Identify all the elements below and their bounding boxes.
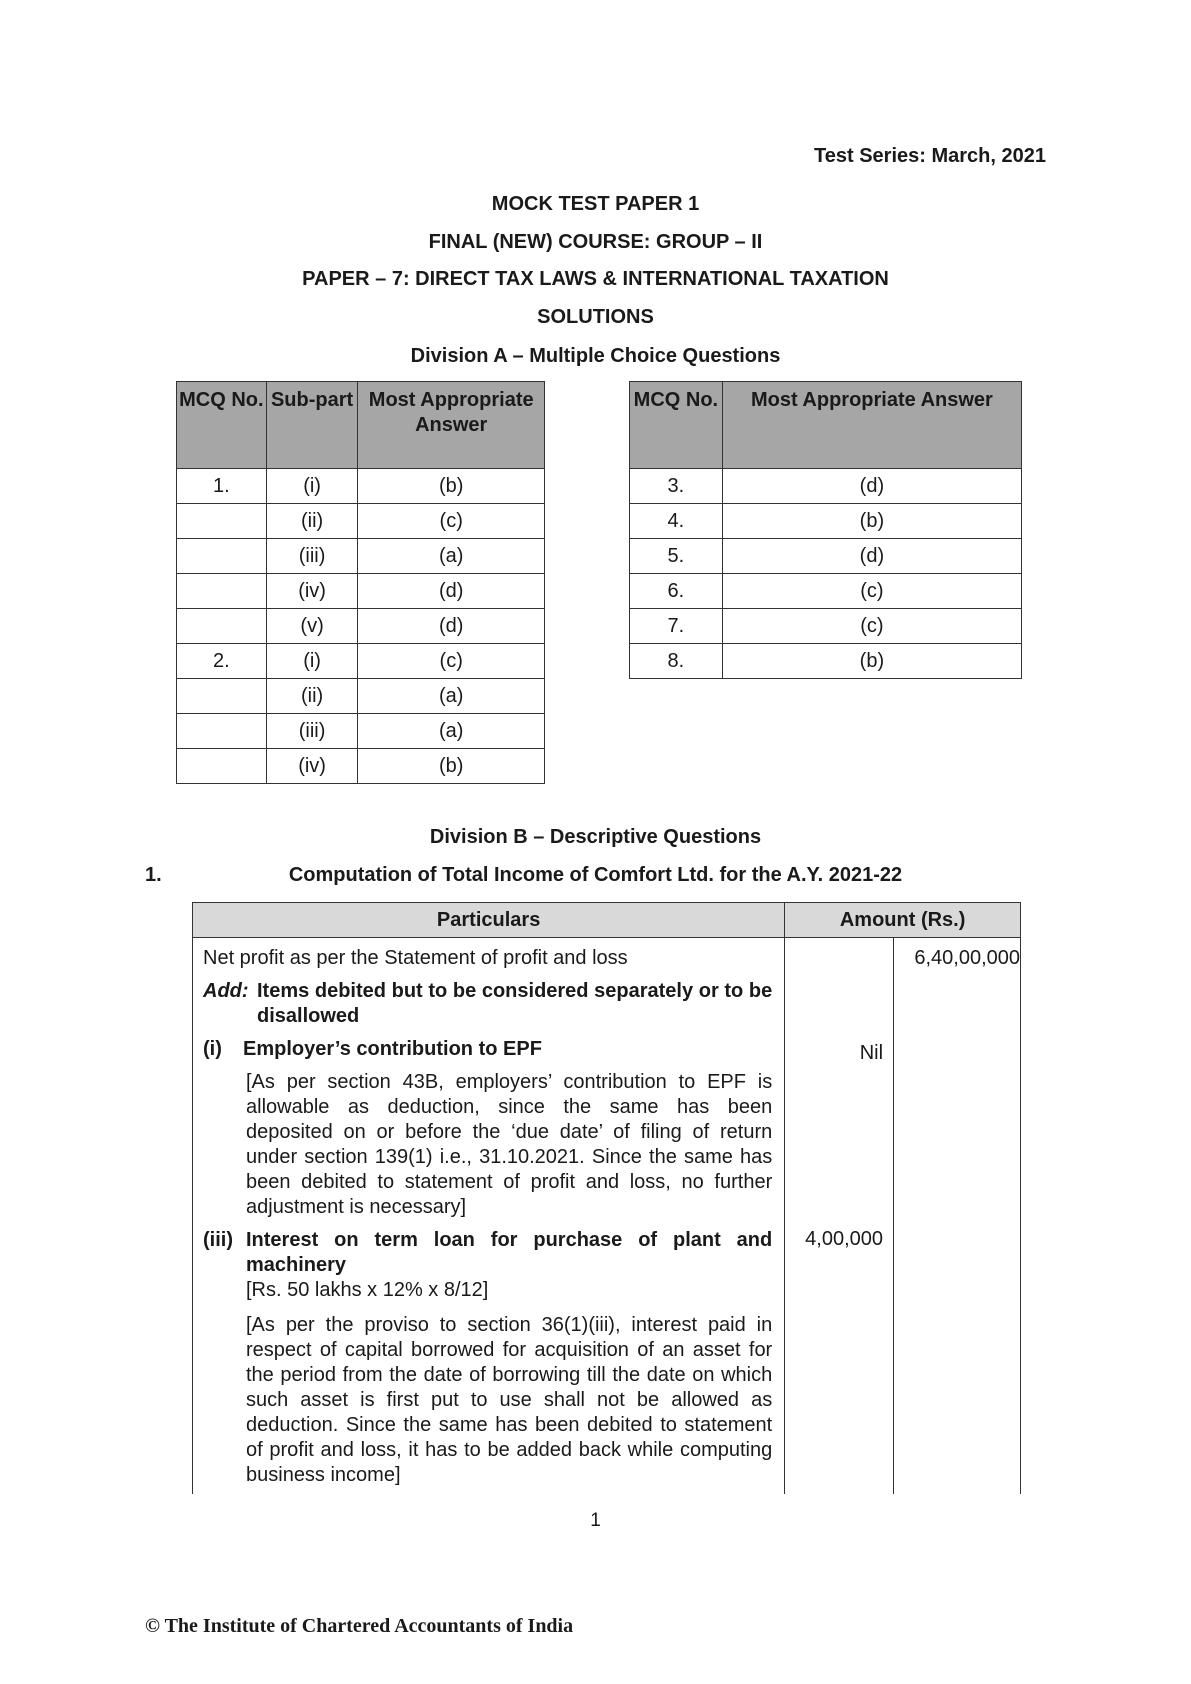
header-answer: Most Appropriate Answer (722, 382, 1021, 469)
col-particulars: Particulars (193, 903, 785, 938)
table-cell (177, 679, 267, 714)
test-series-label: Test Series: March, 2021 (814, 145, 1046, 167)
table-cell: (d) (722, 539, 1021, 574)
item-epf-title: Employer’s contribution to EPF (243, 1038, 542, 1060)
item-interest-title: Interest on term loan for purchase of plant and machinery (246, 1229, 773, 1276)
table-cell: (d) (722, 469, 1021, 504)
table-cell: 4. (630, 504, 723, 539)
header-mcq-no: MCQ No. (630, 382, 723, 469)
table-row (630, 609, 1022, 644)
table-row (177, 714, 545, 749)
page-number: 1 (590, 1510, 601, 1531)
table-cell (177, 574, 267, 609)
table-cell: 8. (630, 644, 723, 679)
table-cell: (b) (722, 644, 1021, 679)
item-epf-number: (i) (203, 1038, 222, 1060)
solutions-heading: SOLUTIONS (537, 306, 654, 328)
table-cell: (v) (266, 609, 358, 644)
table-cell: (iv) (266, 574, 358, 609)
item-interest-row (203, 1228, 772, 1278)
footer-copyright: © The Institute of Chartered Accountants of India (145, 1615, 574, 1637)
header-answer: Most Appropriate Answer (358, 382, 545, 469)
table-cell (177, 749, 267, 784)
table-cell: (d) (358, 609, 545, 644)
course-title: FINAL (NEW) COURSE: GROUP – II (428, 231, 763, 253)
table-row (630, 469, 1022, 504)
table-row (630, 574, 1022, 609)
item-epf-row (203, 1037, 772, 1062)
item-interest-note: [As per the proviso to section 36(1)(iii), interest paid in respect of capital borrowed for acquisition of an asset for the period from the date of borrowing till the date on which such asset is first put to use shall not be allowed as deduction. Since the same has been debited to statement of profit and loss, it has to be added back while computing business income] (246, 1314, 773, 1486)
table-row (177, 609, 545, 644)
question-title: Computation of Total Income of Comfort Ltd. for the A.Y. 2021-22 (288, 864, 903, 886)
mcq-table-right (629, 381, 1022, 679)
table-cell: (iv) (266, 749, 358, 784)
table-cell: (c) (722, 574, 1021, 609)
col-amount: Amount (Rs.) (785, 903, 1021, 938)
division-b-heading: Division B – Descriptive Questions (429, 826, 762, 848)
header-mcq-no: MCQ No. (177, 382, 267, 469)
table-cell (177, 609, 267, 644)
table-cell: (a) (358, 679, 545, 714)
amount-column-inner (785, 938, 894, 1495)
paper-title: MOCK TEST PAPER 1 (491, 193, 700, 215)
table-cell: (i) (266, 644, 358, 679)
table-cell: (c) (722, 609, 1021, 644)
paper-subject: PAPER – 7: DIRECT TAX LAWS & INTERNATIONAL TAXATION (302, 268, 889, 290)
add-label: Add: (203, 980, 249, 1002)
table-cell: 1. (177, 469, 267, 504)
table-cell: (b) (722, 504, 1021, 539)
item-epf-note: [As per section 43B, employers’ contribution to EPF is allowable as deduction, since the same has been deposited on or before the ‘due date’ of filing of return under section 139(1) i.e., 31.10.2021. Since the same has been debited to statement of profit and loss, no further adjustment is necessary] (246, 1071, 773, 1218)
table-cell (177, 504, 267, 539)
table-cell: (ii) (266, 504, 358, 539)
net-profit-value: 6,40,00,000 (914, 947, 1020, 969)
table-row (630, 539, 1022, 574)
question-number: 1. (145, 864, 162, 886)
table-cell: (a) (358, 539, 545, 574)
table-row (630, 504, 1022, 539)
table-cell: 2. (177, 644, 267, 679)
computation-table (192, 902, 1021, 1494)
table-row (177, 749, 545, 784)
table-cell: (c) (358, 644, 545, 679)
table-cell: (b) (358, 469, 545, 504)
net-profit-label: Net profit as per the Statement of profit and loss (203, 947, 628, 969)
table-cell (177, 539, 267, 574)
table-cell: 3. (630, 469, 723, 504)
item-interest-calc: [Rs. 50 lakhs x 12% x 8/12] (246, 1279, 489, 1301)
add-row (203, 979, 772, 1029)
table-row (177, 679, 545, 714)
item-interest-number: (iii) (203, 1229, 233, 1251)
table-row (177, 644, 545, 679)
table-cell (177, 714, 267, 749)
division-a-heading: Division A – Multiple Choice Questions (410, 345, 781, 367)
mcq-table-left (176, 381, 545, 784)
table-cell: 7. (630, 609, 723, 644)
table-cell: (d) (358, 574, 545, 609)
table-cell: (iii) (266, 539, 358, 574)
add-text: Items debited but to be considered separately or to be disallowed (257, 980, 773, 1027)
header-sub-part: Sub-part (266, 382, 358, 469)
table-row (177, 504, 545, 539)
item-interest-value: 4,00,000 (805, 1228, 884, 1250)
table-cell: (ii) (266, 679, 358, 714)
item-epf-value: Nil (859, 1042, 884, 1064)
table-row (630, 644, 1022, 679)
table-cell: 5. (630, 539, 723, 574)
table-row (177, 469, 545, 504)
table-row (177, 539, 545, 574)
table-cell: (iii) (266, 714, 358, 749)
table-cell: (i) (266, 469, 358, 504)
table-cell: (a) (358, 714, 545, 749)
table-cell: (c) (358, 504, 545, 539)
table-cell: (b) (358, 749, 545, 784)
table-row (177, 574, 545, 609)
table-cell: 6. (630, 574, 723, 609)
